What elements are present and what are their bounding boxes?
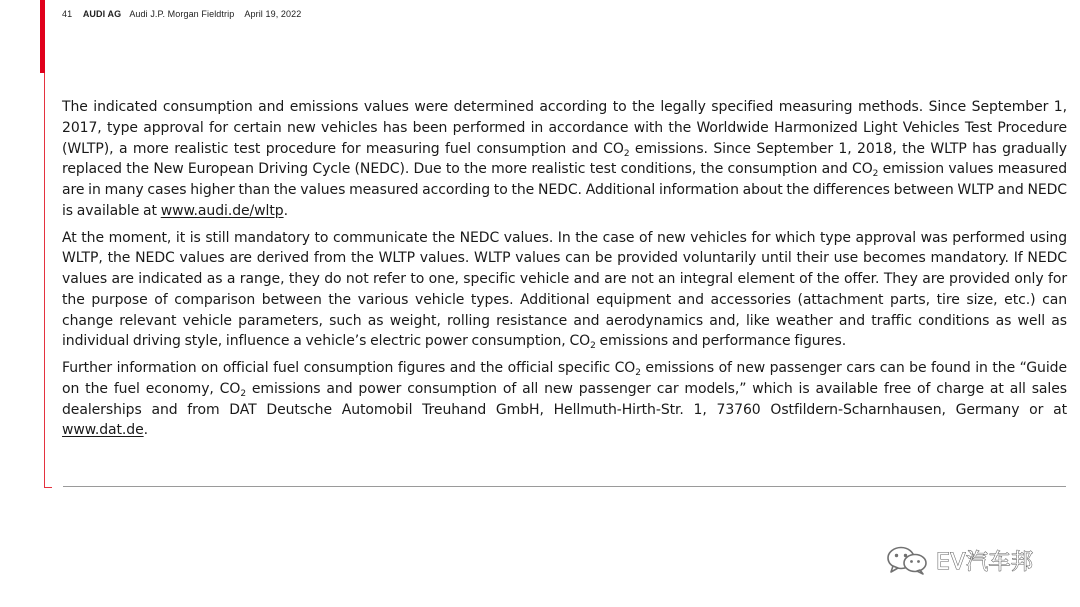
page-header (62, 9, 309, 19)
watermark (884, 545, 1033, 575)
paragraph-wltp (62, 97, 1067, 222)
text-run: At the moment, it is still mandatory to communicate the NEDC values. In the case of new vehicles for which type approval was performed using WLTP, the NEDC values are derived from the WLTP values. WLTP values can be provided voluntarily until their use becomes mandatory. If NEDC values are indicated as a range, they do not refer to one, specific vehicle and are not an integral element of the offer. They are provided only for the purpose of comparison between the various vehicle types. Additional equipment and accessories (attachment parts, tire size, etc.) can change relevant vehicle parameters, such as weight, rolling resistance and aerodynamics and, like weather and traffic conditions as well as individual driving style, influence a vehicle’s electric power consumption, CO (62, 229, 1067, 350)
paragraph-further-info (62, 358, 1067, 441)
text-run: The indicated consumption and emissions values were determined according to the legally specified measuring methods. Since September 1, 2017, type approval for certain new vehicles has been performed in accordance with the Worldwide Harmonized Light Vehicles Test Procedure (WLTP), a more realistic test procedure for measuring fuel consumption and CO (62, 99, 1067, 157)
audi-wltp-link[interactable]: www.audi.de/wltp (160, 202, 284, 219)
watermark-text: EV汽车邦 (936, 549, 1034, 575)
bottom-rule (63, 486, 1066, 487)
paragraph-nedc (62, 228, 1067, 353)
page-number: 41 (62, 9, 73, 19)
accent-bar (40, 0, 45, 73)
text-run: emissions and power consumption of all new passenger car models,” which is available free of charge at all sales dealerships and from DAT Deutsche Automobil Treuhand GmbH, Hellmuth-Hirth-Str. 1, 73760 Ostfildern-Scharnhausen, Germany or at (62, 380, 1067, 418)
side-rule (44, 73, 45, 487)
subscript: 2 (872, 169, 879, 180)
dat-link[interactable]: www.dat.de (62, 422, 144, 439)
text-run: . (283, 202, 288, 219)
side-rule-tick (44, 487, 52, 488)
wechat-icon (884, 545, 930, 575)
event-date: April 19, 2022 (244, 9, 302, 19)
disclaimer-body (62, 97, 1067, 447)
text-run: emissions. Since September 1, 2018, the WLTP has gradually replaced the New European Driving Cycle (NEDC). Due to the more realistic test conditions, the consumption and CO (62, 140, 1067, 178)
text-run: . (143, 422, 148, 439)
text-run: Further information on official fuel consumption figures and the official specific CO (62, 360, 636, 376)
event-name: Audi J.P. Morgan Fieldtrip (129, 9, 235, 19)
text-run: emission values measured are in many cases higher than the values measured according to the NEDC. Additional information about the differences between WLTP and NEDC is available at (62, 161, 1068, 219)
text-run: emissions of new passenger cars can be found in the “Guide on the fuel economy, CO (62, 360, 1067, 397)
subscript: 2 (623, 148, 630, 159)
text-run: emissions and performance figures. (595, 333, 847, 350)
subscript: 2 (240, 388, 246, 399)
subscript: 2 (590, 341, 596, 352)
company-name: AUDI AG (82, 9, 122, 19)
subscript: 2 (635, 368, 641, 378)
